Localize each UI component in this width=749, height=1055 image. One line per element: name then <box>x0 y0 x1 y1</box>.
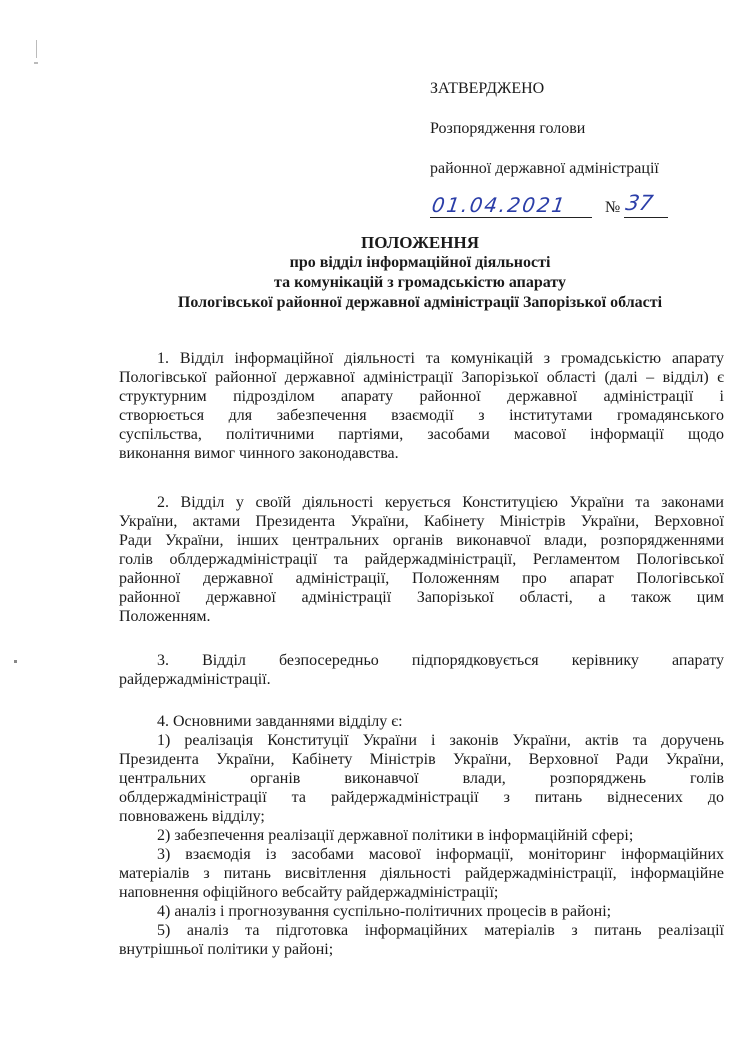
scan-mark <box>34 62 38 64</box>
scan-mark <box>36 40 37 58</box>
text-line: районної державної адміністрації Запорізької області, а також цим <box>119 589 724 606</box>
paragraph-1 <box>119 349 724 463</box>
text-line: 3) взаємодія із засобами масової інформації, моніторинг інформаційних <box>157 846 724 863</box>
text-line: центральних органів виконавчої влади, розпоряджень голів <box>119 770 724 787</box>
paragraph-2 <box>119 493 724 626</box>
paragraph-4 <box>119 712 724 959</box>
text-line: створюється для забезпечення взаємодії з інститутами громадянського <box>119 407 724 424</box>
text-line: 1. Відділ інформаційної діяльності та комунікацій з громадськістю апарату <box>157 350 724 367</box>
document-title <box>90 233 749 313</box>
text-line: виконання вимог чинного законодавства. <box>119 445 399 462</box>
title-line-2: та комунікацій з громадськістю апарату <box>274 274 566 291</box>
text-line: наповнення офіційного вебсайту райдержадміністрації; <box>119 884 499 901</box>
text-line: Пологівської районної державної адміністрації Запорізької області (далі – відділ) є <box>119 369 724 386</box>
order-line-1: Розпорядження голови <box>430 120 586 137</box>
text-line: 2. Відділ у своїй діяльності керується Конституцією України та законами <box>157 494 724 511</box>
handwritten-date: 01.04.2021 <box>430 193 569 217</box>
text-line: повноважень відділу; <box>119 808 265 825</box>
text-line: Ради України, інших центральних органів виконавчої влади, розпорядженнями <box>119 532 724 549</box>
order-date-number <box>430 193 730 219</box>
scan-mark <box>14 660 17 663</box>
order-line-2: районної державної адміністрації <box>430 160 659 177</box>
text-line: структурним підрозділом апарату районної державної адміністрації і <box>119 388 724 405</box>
number-underline <box>624 217 668 218</box>
paragraph-3 <box>119 651 724 689</box>
text-line: Президента України, Кабінету Міністрів України, Верховної Ради України, <box>119 751 724 768</box>
text-line: райдержадміністрації. <box>119 671 271 688</box>
text-line: районної державної адміністрації, Положенням про апарат Пологівської <box>119 570 724 587</box>
text-line: облдержадміністрації та райдержадміністрації з питань віднесених до <box>119 789 724 806</box>
text-line: 3. Відділ безпосередньо підпорядковується керівнику апарату <box>157 652 724 669</box>
approved-label: ЗАТВЕРДЖЕНО <box>430 80 545 97</box>
text-line: голів облдержадміністрації та райдержадміністрації, Регламентом Пологівської <box>119 551 724 568</box>
text-line: суспільства, політичними партіями, засобами масової інформації щодо <box>119 426 724 443</box>
title-line-3: Пологівської районної державної адміністрації Запорізької області <box>177 294 663 311</box>
text-line: 2) забезпечення реалізації державної політики в інформаційній сфері; <box>157 827 634 844</box>
number-sign: № <box>605 199 621 216</box>
text-line: України, актами Президента України, Кабінету Міністрів України, Верховної <box>119 513 724 530</box>
text-line: Положенням. <box>119 608 211 625</box>
date-underline <box>430 217 592 218</box>
text-line: матеріалів з питань висвітлення діяльності райдержадміністрації, інформаційне <box>119 865 724 882</box>
text-line: 4) аналіз і прогнозування суспільно-політичних процесів в районі; <box>157 903 612 920</box>
text-line: внутрішньої політики у районі; <box>119 941 334 958</box>
title-heading: ПОЛОЖЕННЯ <box>361 233 479 252</box>
handwritten-number: 37 <box>623 191 655 215</box>
text-line: 1) реалізація Конституції України і законів України, актів та доручень <box>157 732 724 749</box>
text-line: 4. Основними завданнями відділу є: <box>157 713 403 730</box>
text-line: 5) аналіз та підготовка інформаційних матеріалів з питань реалізації <box>157 922 724 939</box>
title-line-1: про відділ інформаційної діяльності <box>289 254 551 271</box>
